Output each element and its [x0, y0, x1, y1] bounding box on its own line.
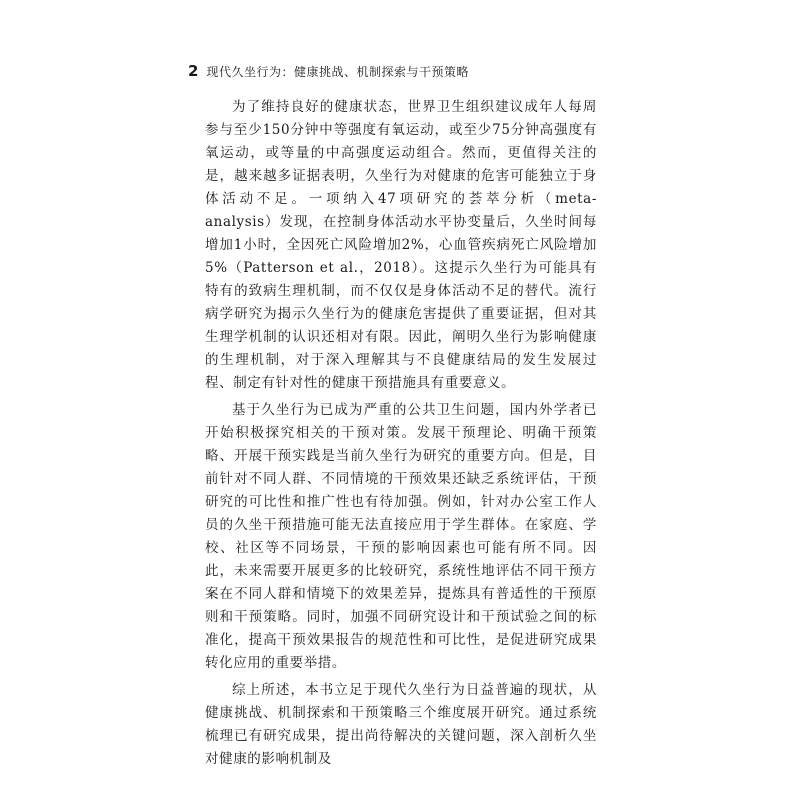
body-text [205, 96, 597, 775]
paragraph-2: 基于久坐行为已成为严重的公共卫生问题，国内外学者已开始积极探究相关的干预对策。发展干预理论、明确干预策略、开展干预实践是当前久坐行为研究的重要方向。但是，目前针对不同人群、不同情境的干预效果还缺乏系统评估，干预研究的可比性和推广性也有待加强。例如，针对办公室工作人员的久坐干预措施可能无法直接应用于学生群体。在家庭、学校、社区等不同场景，干预的影响因素也可能有所不同。因此，未来需要开展更多的比较研究，系统性地评估不同干预方案在不同人群和情境下的效果差异，提炼具有普适性的干预原则和干预策略。同时，加强不同研究设计和干预试验之间的标准化，提高干预效果报告的规范性和可比性，是促进研究成果转化应用的重要举措。 [205, 402, 597, 671]
page-header [188, 62, 469, 80]
paragraph-3: 综上所述，本书立足于现代久坐行为日益普遍的现状，从健康挑战、机制探索和干预策略三个维度展开研究。通过系统梳理已有研究成果，提出尚待解决的关键问题，深入剖析久坐对健康的影响机制及 [205, 682, 597, 767]
page-number: 2 [188, 62, 199, 80]
paragraph-1: 为了维持良好的健康状态，世界卫生组织建议成年人每周参与至少150分钟中等强度有氧运动，或至少75分钟高强度有氧运动，或等量的中高强度运动组合。然而，更值得关注的是，越来越多证据表明，久坐行为对健康的危害可能独立于身体活动不足。一项纳入47项研究的荟萃分析（meta-analysis）发现，在控制身体活动水平协变量后，久坐时间每增加1小时，全因死亡风险增加2%，心血管疾病死亡风险增加5%（Patterson et al.，2018）。这提示久坐行为可能具有特有的致病生理机制，而不仅仅是身体活动不足的替代。流行病学研究为揭示久坐行为的健康危害提供了重要证据，但对其生理学机制的认识还相对有限。因此，阐明久坐行为影响健康的生理机制，对于深入理解其与不良健康结局的发生发展过程、制定有针对性的健康干预措施具有重要意义。 [205, 99, 597, 391]
running-head: 现代久坐行为：健康挑战、机制探索与干预策略 [206, 65, 469, 79]
